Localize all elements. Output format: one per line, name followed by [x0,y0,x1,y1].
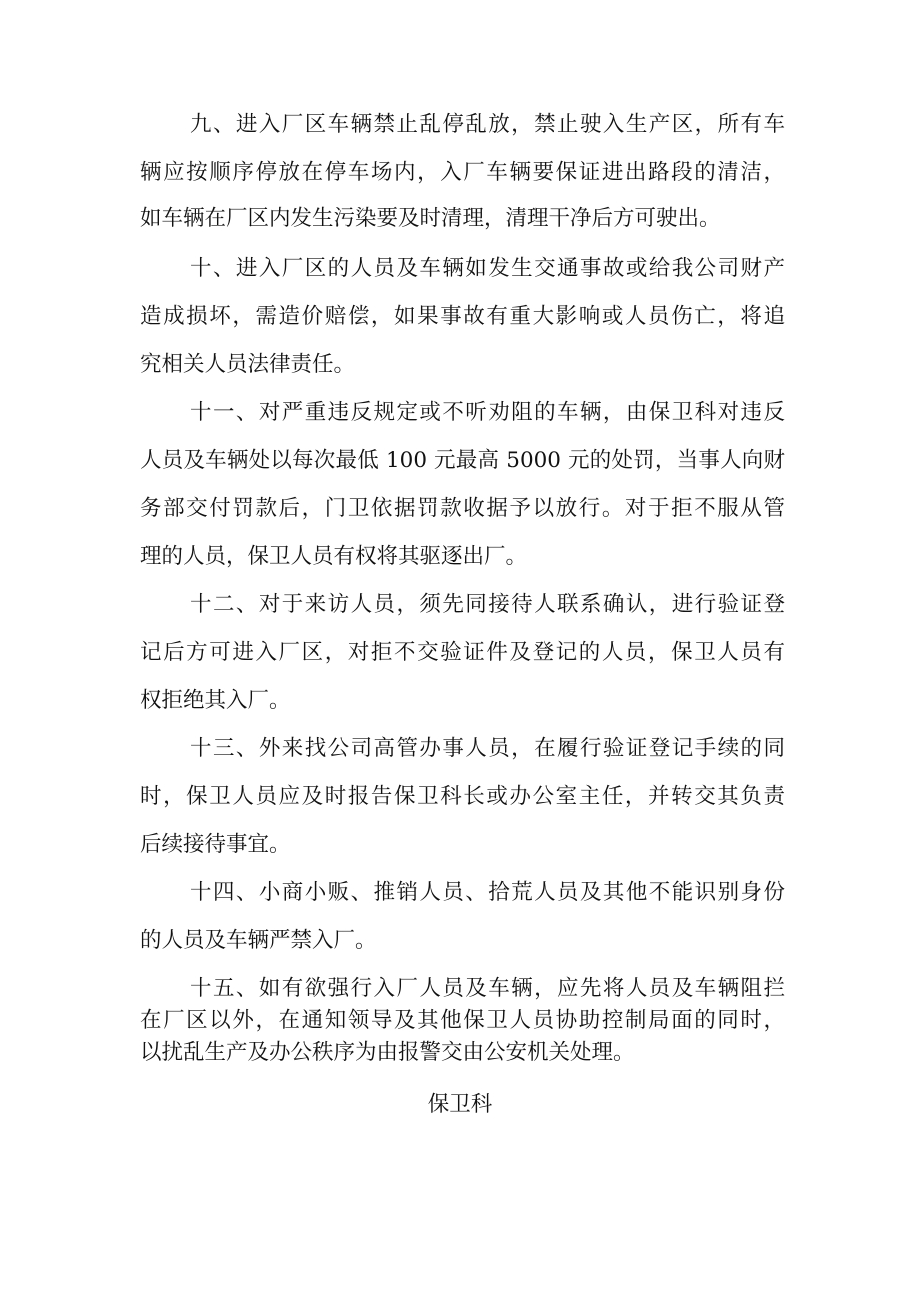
paragraph-15-line-1: 十五、如有欲强行入厂人员及车辆，应先将人员及车辆阻拦 [190,976,785,1001]
paragraph-11-line-2: 人员及车辆处以每次最低 100 元最高 5000 元的处罚，当事人向财 [140,448,785,473]
paragraph-9-line-3: 如车辆在厂区内发生污染要及时清理，清理干净后方可驶出。 [140,206,721,231]
paragraph-9-line-2: 辆应按顺序停放在停车场内，入厂车辆要保证进出路段的清洁， [140,160,785,185]
paragraph-12-line-2: 记后方可进入厂区，对拒不交验证件及登记的人员，保卫人员有 [140,640,785,665]
paragraph-11-line-3: 务部交付罚款后，门卫依据罚款收据予以放行。对于拒不服从管 [140,496,785,521]
paragraph-13-line-1: 十三、外来找公司高管办事人员，在履行验证登记手续的同 [190,736,785,761]
paragraph-12-line-1: 十二、对于来访人员，须先同接待人联系确认，进行验证登 [190,592,785,617]
paragraph-11-line-4: 理的人员，保卫人员有权将其驱逐出厂。 [140,544,528,569]
paragraph-11-line-1: 十一、对严重违反规定或不听劝阻的车辆，由保卫科对违反 [190,400,785,425]
paragraph-13-line-3: 后续接待事宜。 [140,832,291,857]
paragraph-9-line-1: 九、进入厂区车辆禁止乱停乱放，禁止驶入生产区，所有车 [190,112,785,137]
paragraph-10-line-3: 究相关人员法律责任。 [140,352,356,377]
paragraph-10-line-2: 造成损坏，需造价赔偿，如果事故有重大影响或人员伤亡，将追 [140,304,785,329]
paragraph-14-line-1: 十四、小商小贩、推销人员、拾荒人员及其他不能识别身份 [190,880,785,905]
paragraph-10-line-1: 十、进入厂区的人员及车辆如发生交通事故或给我公司财产 [190,256,785,281]
paragraph-14-line-2: 的人员及车辆严禁入厂。 [140,928,377,953]
paragraph-15-line-2: 在厂区以外，在通知领导及其他保卫人员协助控制局面的同时， [140,1008,785,1033]
paragraph-13-line-2: 时，保卫人员应及时报告保卫科长或办公室主任，并转交其负责 [140,784,785,809]
paragraph-12-line-3: 权拒绝其入厂。 [140,688,291,713]
signature-department: 保卫科 [427,1092,493,1117]
paragraph-15-line-3: 以扰乱生产及办公秩序为由报警交由公安机关处理。 [140,1040,635,1065]
